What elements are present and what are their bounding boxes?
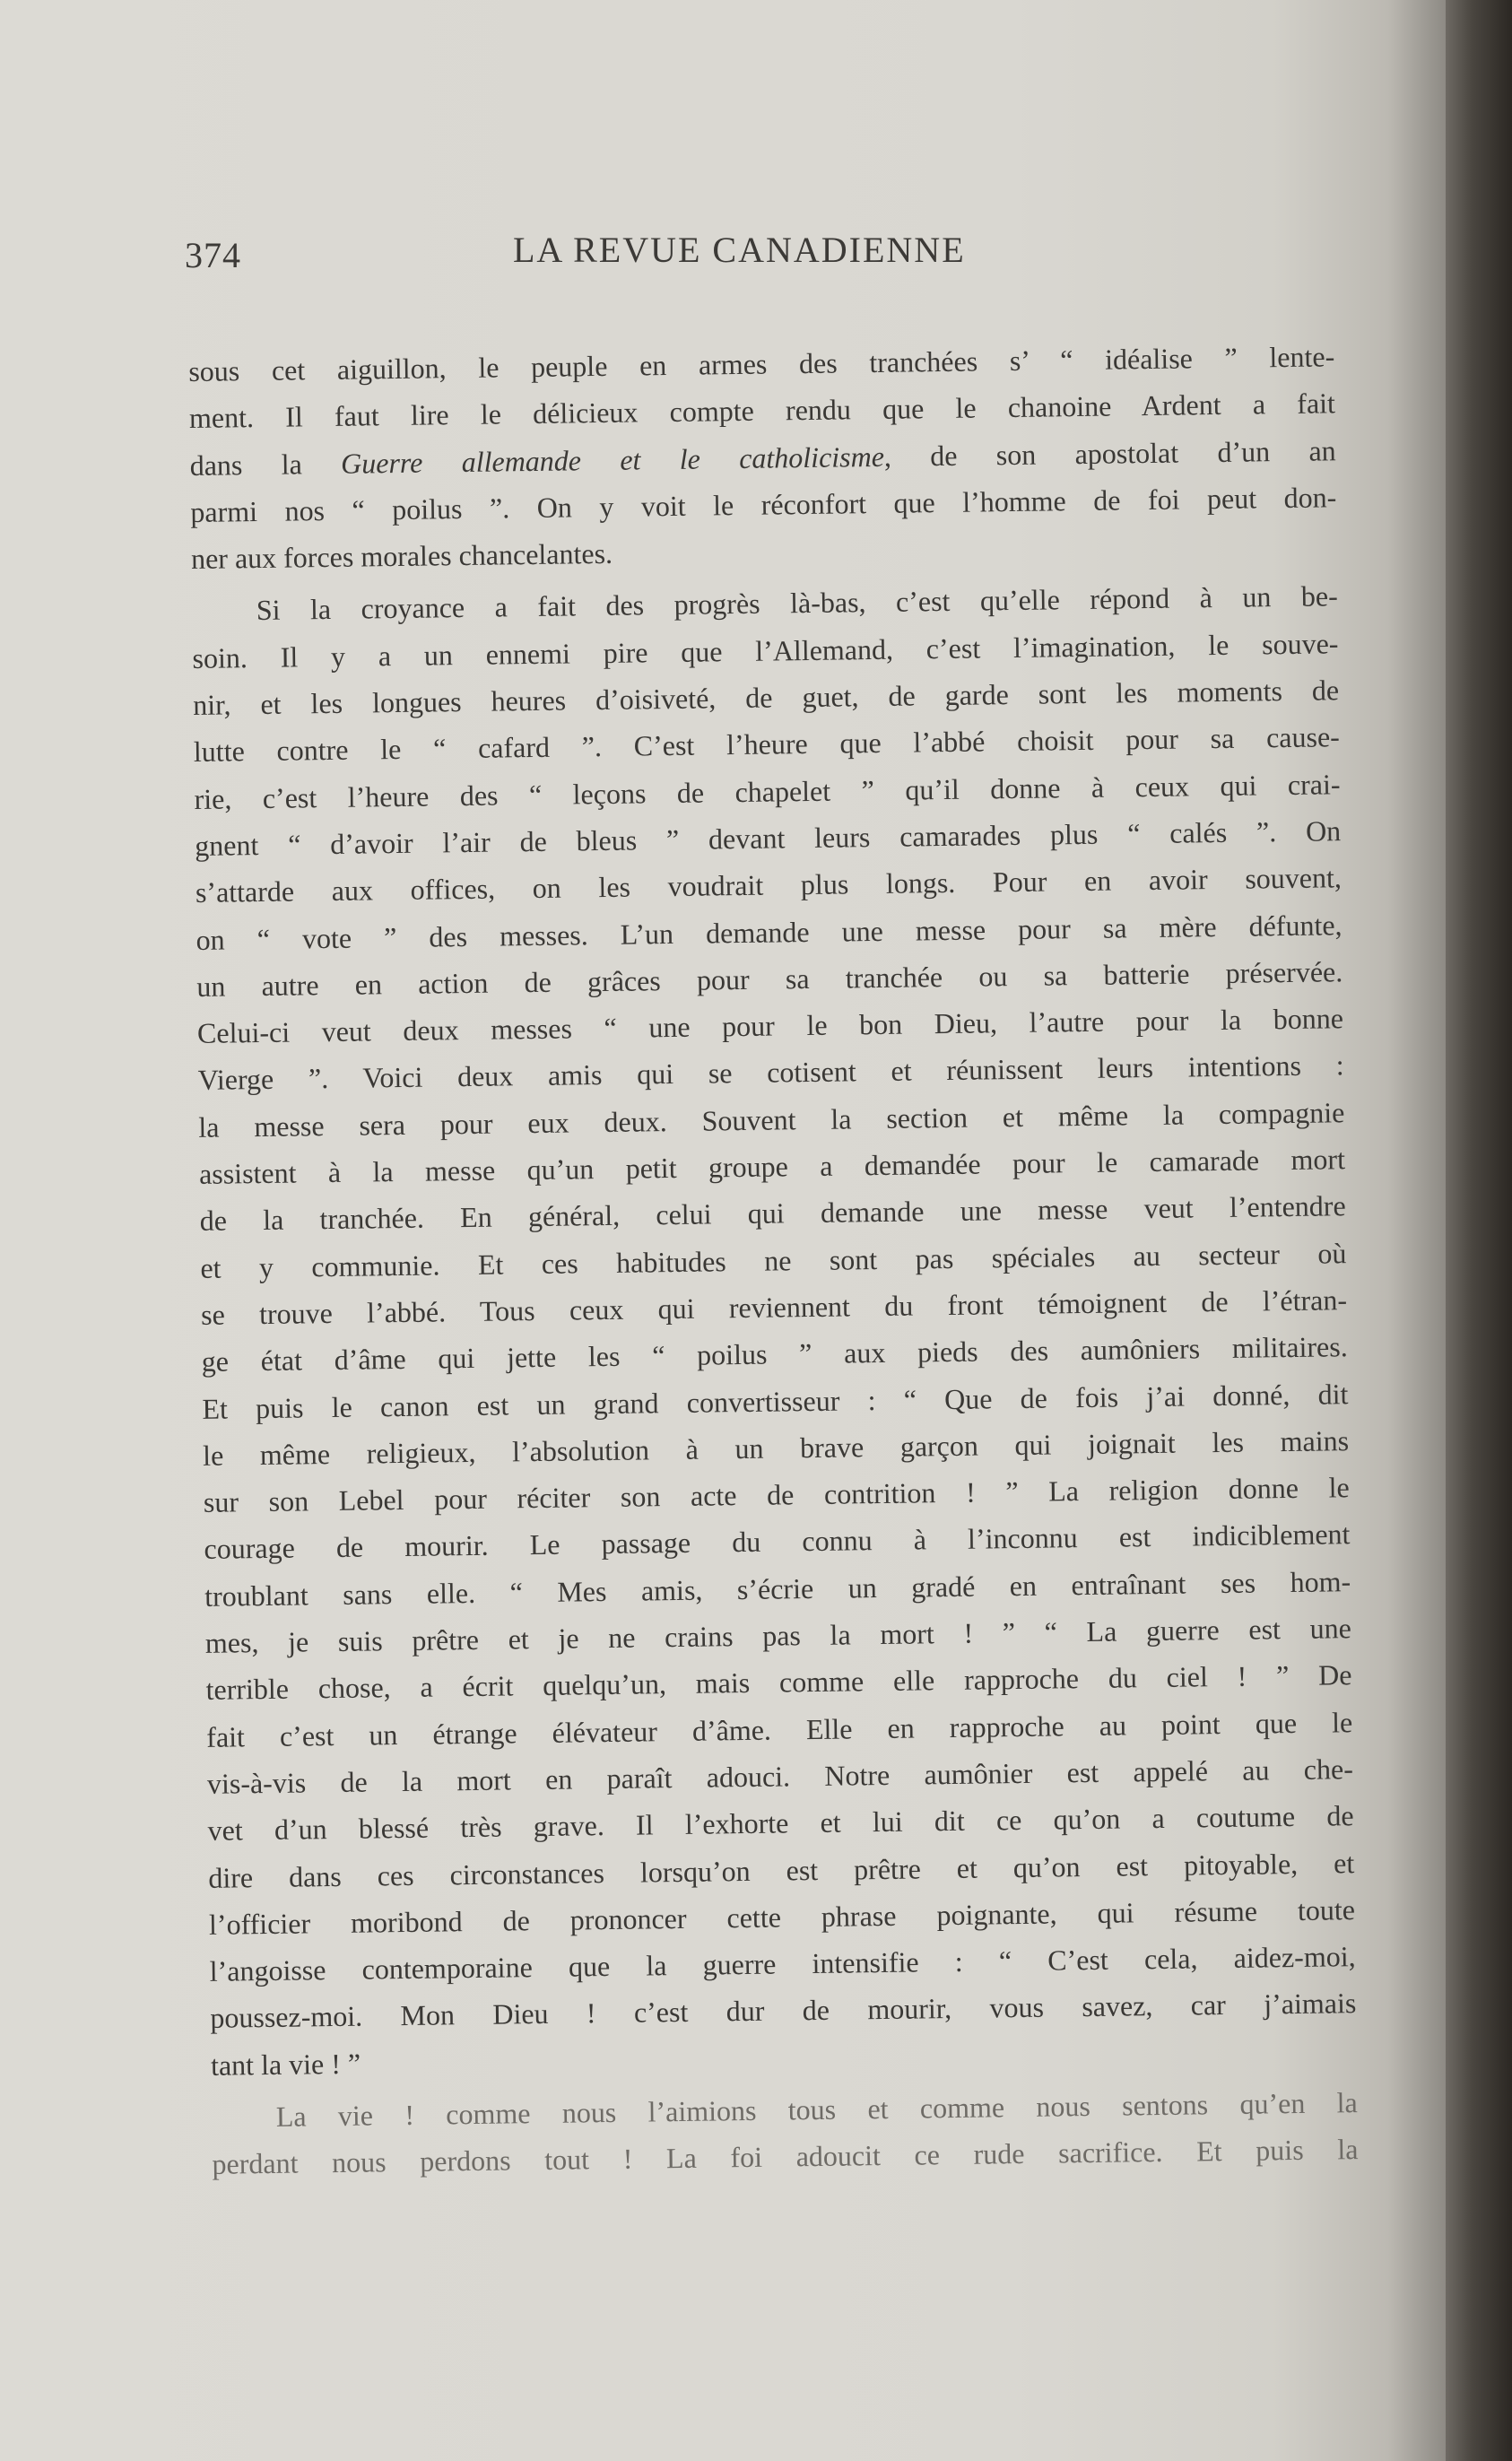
running-title: LA REVUE CANADIENNE — [513, 230, 966, 270]
text-line: nir, et les longues heures d’oisiveté, de guet, de garde sont les moments de — [192, 674, 1340, 722]
paragraph — [211, 2079, 1358, 2187]
text-line: soin. Il y a un ennemi pire que l’Allemand, c’est l’imagination, le souve- — [192, 627, 1339, 674]
text-line: l’angoisse contemporaine que la guerre intensifie : “ C’est cela, aidez-moi, — [209, 1940, 1356, 1987]
text-line: La vie ! comme nous l’aimions tous et comme nous sentons qu’en la — [275, 2086, 1358, 2133]
text-line: l’officier moribond de prononcer cette phrase poignante, qui résume toute — [208, 1892, 1356, 1941]
text-line: dire dans ces circonstances lorsqu’on est prêtre et qu’on est pitoyable, et — [208, 1846, 1355, 1894]
text-line: fait c’est un étrange élévateur d’âme. Elle en rapproche au point que le — [206, 1705, 1353, 1753]
text-line: Celui-ci veut deux messes “ une pour le bon Dieu, l’autre pour la bonne — [196, 1002, 1344, 1050]
text-line: et y communie. Et ces habitudes ne sont pas spéciales au secteur où — [200, 1236, 1347, 1284]
text-line: Vierge ”. Voici deux amis qui se cotisent et réunissent leurs intentions : — [197, 1048, 1344, 1097]
text-line: un autre en action de grâces pour sa tranchée ou sa batterie préservée. — [196, 955, 1343, 1003]
text-line: Si la croyance a fait des progrès là-bas, c’est qu’elle répond à un be- — [256, 579, 1338, 627]
text-line: tant la vie ! ” — [210, 2047, 361, 2082]
text-line: perdant nous perdons tout ! La foi adoucit ce rude sacrifice. Et puis la — [212, 2133, 1359, 2181]
text-line: sous cet aiguillon, le peuple en armes des tranchées s’ “ idéalise ” lente- — [188, 340, 1335, 387]
page-header — [0, 229, 1446, 283]
text-line: on “ vote ” des messes. L’un demande une messe pour sa mère défunte, — [196, 908, 1343, 956]
text-line: poussez-moi. Mon Dieu ! c’est dur de mourir, vous savez, car j’aimais — [210, 1987, 1357, 2035]
text-line: se trouve l’abbé. Tous ceux qui reviennent du front témoignent de l’étran- — [200, 1283, 1348, 1331]
paragraph — [192, 573, 1358, 2089]
text-line: ment. Il faut lire le délicieux compte rendu que le chanoine Ardent a fait — [188, 387, 1336, 435]
text-line: ner aux forces morales chancelantes. — [190, 537, 613, 576]
page-number: 374 — [185, 235, 241, 275]
text-line: assistent à la messe qu’un petit groupe a demandée pour le camarade mort — [198, 1143, 1346, 1190]
text-line: parmi nos “ poilus ”. On y voit le réconfort que l’homme de foi peut don- — [190, 481, 1337, 528]
body-text — [188, 333, 1359, 2187]
text-line: lutte contre le “ cafard ”. C’est l’heure que l’abbé choisit pour sa cause- — [193, 720, 1341, 769]
text-line: vis-à-vis de la mort en paraît adouci. Notre aumônier est appelé au che- — [206, 1752, 1354, 1800]
text-line: troublant sans elle. “ Mes amis, s’écrie un gradé en entraînant ses hom- — [204, 1564, 1351, 1613]
text-line: mes, je suis prêtre et je ne crains pas la mort ! ” “ La guerre est une — [204, 1612, 1352, 1659]
text-line: sur son Lebel pour réciter son acte de contrition ! ” La religion donne le — [203, 1471, 1350, 1519]
text-line: de la tranchée. En général, celui qui demande une messe veut l’entendre — [199, 1189, 1346, 1238]
text-line: terrible chose, a écrit quelqu’un, mais comme elle rapproche du ciel ! ” De — [205, 1658, 1352, 1707]
text-line: la messe sera pour eux deux. Souvent la section et même la compagnie — [198, 1095, 1345, 1144]
text-line: courage de mourir. Le passage du connu à l’inconnu est indiciblement — [204, 1517, 1351, 1566]
text-line: rie, c’est l’heure des “ leçons de chapelet ” qu’il donne à ceux qui crai- — [194, 767, 1341, 815]
text-line: Et puis le canon est un grand convertisseur : “ Que de fois j’ai donné, dit — [202, 1377, 1349, 1425]
text-line: dans la Guerre allemande et le catholicisme, de son apostolat d’un an — [189, 433, 1336, 482]
text-line: ge état d’âme qui jette les “ poilus ” aux pieds des aumôniers militaires. — [201, 1330, 1348, 1378]
book-spine-shadow — [1446, 0, 1512, 2461]
text-line: gnent “ d’avoir l’air de bleus ” devant leurs camarades plus “ calés ”. On — [195, 814, 1342, 862]
text-line: vet d’un blessé très grave. Il l’exhorte et lui dit ce qu’on a coutume de — [207, 1799, 1354, 1848]
paragraph — [188, 333, 1337, 582]
text-line: s’attarde aux offices, on les voudrait plus longs. Pour en avoir souvent, — [195, 861, 1343, 909]
book-title: Guerre allemande et le catholicisme — [340, 439, 885, 480]
text-line: le même religieux, l’absolution à un brave garçon qui joignait les mains — [202, 1423, 1350, 1472]
